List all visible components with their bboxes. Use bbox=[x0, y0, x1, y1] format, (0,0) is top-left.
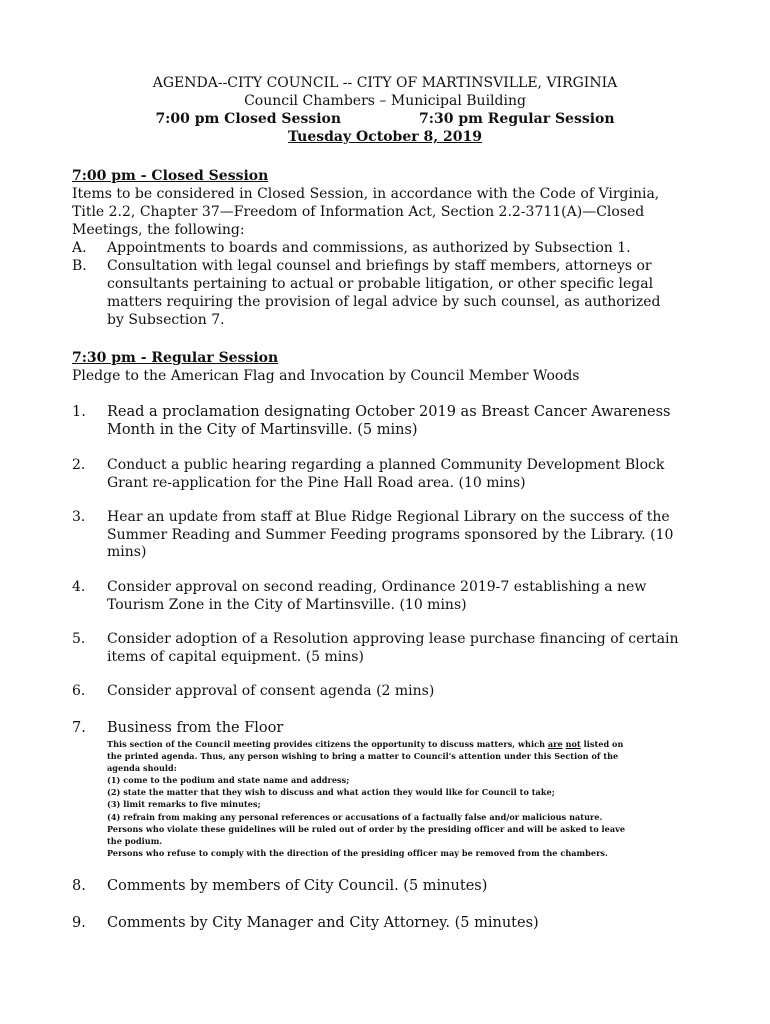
closed-item-line: consultants pertaining to actual or probable litigation, or other specific legal bbox=[107, 276, 654, 292]
closed-item-a bbox=[72, 239, 692, 257]
item-line: Business from the Floor bbox=[107, 720, 284, 736]
item-number: 1. bbox=[72, 404, 86, 420]
item-number: 3. bbox=[72, 509, 86, 525]
meeting-date: Tuesday October 8, 2019 bbox=[288, 129, 482, 145]
closed-item-line: matters requiring the provision of legal advice by such counsel, as authorized bbox=[107, 294, 661, 310]
agenda-item-3 bbox=[72, 509, 682, 562]
item-line: Month in the City of Martinsville. (5 mins) bbox=[107, 422, 418, 438]
notice-line: agenda should: bbox=[107, 763, 177, 774]
agenda-item-4 bbox=[72, 579, 682, 614]
notice-are: are bbox=[547, 739, 563, 749]
notice-line: (4) refrain from making any personal references or accusations of a factually false and/or malicious nature. bbox=[107, 811, 603, 822]
notice-line: (1) come to the podium and state name and address; bbox=[107, 775, 350, 786]
regular-session-heading: 7:30 pm - Regular Session bbox=[72, 350, 279, 366]
regular-session-time: 7:30 pm Regular Session bbox=[419, 111, 615, 127]
closed-intro-line: Items to be considered in Closed Session, in accordance with the Code of Virginia, bbox=[72, 186, 660, 202]
agenda-item-5 bbox=[72, 631, 682, 666]
meeting-location: Council Chambers – Municipal Building bbox=[244, 93, 526, 109]
closed-item-b bbox=[72, 257, 692, 329]
closed-session-section bbox=[72, 167, 692, 329]
notice-line: the podium. bbox=[107, 835, 163, 846]
notice-line: (3) limit remarks to five minutes; bbox=[107, 799, 261, 810]
agenda-item-8 bbox=[72, 877, 682, 895]
item-line: Grant re-application for the Pine Hall Road area. (10 mins) bbox=[107, 474, 526, 491]
item-number: 5. bbox=[72, 631, 86, 647]
agenda-item-2 bbox=[72, 457, 682, 492]
item-line: Summer Reading and Summer Feeding programs sponsored by the Library. (10 bbox=[107, 526, 674, 543]
closed-session-heading: 7:00 pm - Closed Session bbox=[72, 168, 269, 184]
closed-item-line: by Subsection 7. bbox=[107, 312, 225, 328]
closed-intro-line: Meetings, the following: bbox=[72, 222, 245, 238]
closed-item-label: B. bbox=[72, 258, 87, 274]
pledge-line: Pledge to the American Flag and Invocation by Council Member Woods bbox=[72, 368, 580, 384]
closed-item-line: Appointments to boards and commissions, as authorized by Subsection 1. bbox=[107, 240, 631, 256]
notice-text: This section of the Council meeting provides citizens the opportunity to discuss matters, which bbox=[107, 739, 548, 749]
item-line: mins) bbox=[107, 544, 147, 560]
notice-line: Persons who refuse to comply with the direction of the presiding officer may be removed from the chambers. bbox=[107, 847, 608, 858]
item-line: items of capital equipment. (5 mins) bbox=[107, 648, 364, 665]
item-line: Conduct a public hearing regarding a planned Community Development Block bbox=[107, 457, 665, 473]
notice-line: Persons who violate these guidelines will be ruled out of order by the presiding officer and will be asked to leave bbox=[107, 823, 626, 834]
item-line: Comments by City Manager and City Attorney. (5 minutes) bbox=[107, 915, 539, 931]
agenda-title: AGENDA--CITY COUNCIL -- CITY OF MARTINSVILLE, VIRGINIA bbox=[152, 75, 618, 91]
notice-text: listed on bbox=[580, 739, 624, 749]
session-times bbox=[0, 110, 770, 128]
item-number: 4. bbox=[72, 579, 86, 595]
item-line: Consider approval of consent agenda (2 mins) bbox=[107, 683, 435, 699]
item-number: 7. bbox=[72, 720, 86, 736]
notice-not: not bbox=[565, 739, 581, 749]
item-number: 2. bbox=[72, 457, 86, 473]
item-line: Comments by members of City Council. (5 minutes) bbox=[107, 878, 488, 894]
item-number: 8. bbox=[72, 878, 86, 894]
agenda-header bbox=[0, 74, 770, 146]
notice-line: (2) state the matter that they wish to discuss and what action they would like for Council to take; bbox=[107, 787, 555, 798]
agenda-item-6 bbox=[72, 683, 682, 701]
item-number: 9. bbox=[72, 915, 86, 931]
notice-line bbox=[107, 738, 703, 750]
agenda-item-7 bbox=[72, 719, 682, 737]
floor-notice bbox=[107, 738, 703, 859]
closed-session-time: 7:00 pm Closed Session bbox=[155, 111, 342, 127]
item-number: 6. bbox=[72, 683, 86, 699]
notice-line: the printed agenda. Thus, any person wishing to bring a matter to Council's attention under this Section of the bbox=[107, 751, 619, 762]
closed-intro-line: Title 2.2, Chapter 37—Freedom of Information Act, Section 2.2-3711(A)—Closed bbox=[72, 204, 645, 220]
item-line: Read a proclamation designating October 2019 as Breast Cancer Awareness bbox=[107, 404, 671, 420]
closed-item-label: A. bbox=[72, 240, 87, 256]
agenda-item-1 bbox=[72, 403, 682, 439]
item-line: Hear an update from staff at Blue Ridge Regional Library on the success of the bbox=[107, 509, 670, 525]
item-line: Tourism Zone in the City of Martinsville. (10 mins) bbox=[107, 596, 467, 613]
agenda-item-9 bbox=[72, 914, 682, 932]
regular-session-section bbox=[72, 349, 692, 385]
closed-item-line: Consultation with legal counsel and briefings by staff members, attorneys or bbox=[107, 258, 652, 274]
item-line: Consider approval on second reading, Ordinance 2019-7 establishing a new bbox=[107, 579, 647, 595]
item-line: Consider adoption of a Resolution approving lease purchase financing of certain bbox=[107, 631, 679, 647]
